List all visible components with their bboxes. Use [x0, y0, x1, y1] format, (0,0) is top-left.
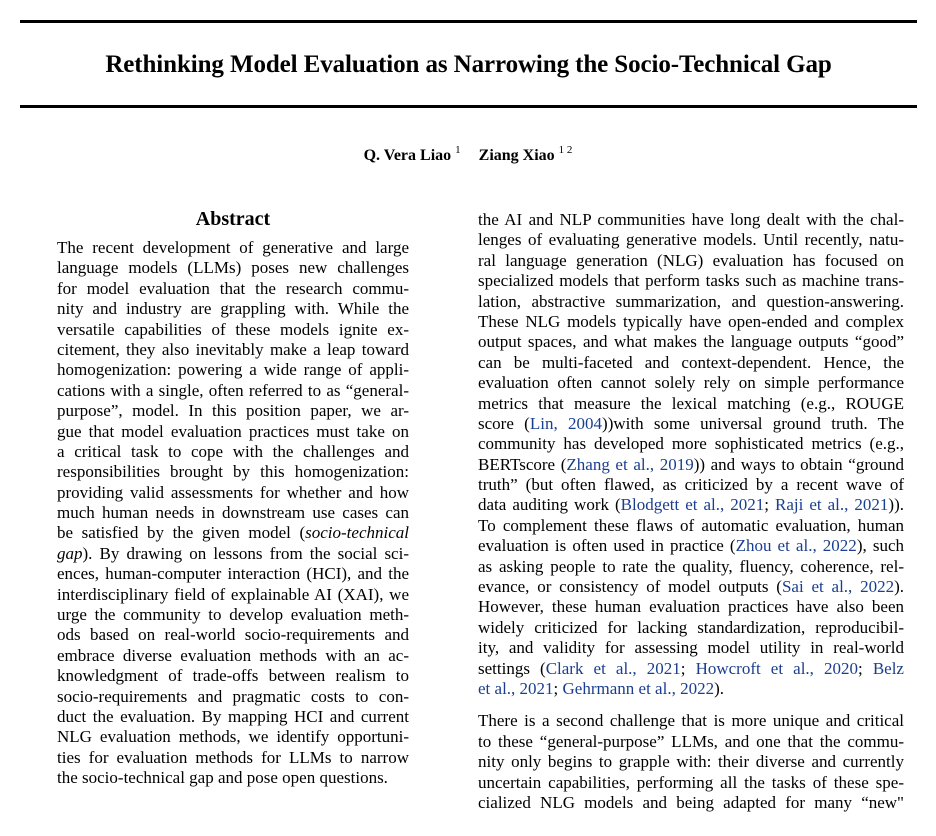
abstract-line: interdisciplinary field of explainable AI (XAI), we — [57, 584, 409, 604]
body-text: ))with some universal ground truth. The — [602, 413, 905, 433]
citation-link[interactable]: Zhang et al., 2019 — [566, 454, 694, 474]
bottom-rule — [20, 105, 917, 108]
body-line — [478, 679, 904, 699]
citation-link[interactable]: Belz — [872, 658, 904, 678]
abstract-line: nity and industry are grappling with. While the — [57, 299, 409, 319]
abstract-line: ties for evaluation methods for LLMs to narrow — [57, 747, 409, 767]
body-line — [478, 455, 904, 475]
abstract-body — [57, 238, 409, 789]
abstract-line: language models (LLMs) poses new challenges — [57, 258, 409, 278]
body-line — [478, 577, 904, 597]
body-line: as asking people to rate the quality, fluency, coherence, rel- — [478, 556, 904, 576]
citation-link[interactable]: Gehrmann et al., 2022 — [562, 678, 715, 698]
top-rule — [20, 20, 917, 23]
abstract-line: embrace diverse evaluation methods with an ac- — [57, 645, 409, 665]
body-text: )). — [888, 495, 904, 515]
abstract-line — [57, 523, 409, 543]
abstract-heading: Abstract — [195, 208, 271, 230]
abstract-line: ences, human-computer interaction (HCI), and the — [57, 564, 409, 584]
body-line: lenges of evaluating generative models. Until recently, natu- — [478, 230, 904, 250]
body-line: evaluation often cannot solely rely on simple performance — [478, 373, 904, 393]
author-name: Ziang Xiao — [478, 147, 555, 164]
body-text: ; — [764, 495, 776, 515]
paper-title: Rethinking Model Evaluation as Narrowing the Socio-Technical Gap — [105, 51, 832, 78]
intro-body — [478, 210, 904, 813]
body-line: nity only begins to grapple with: their diverse and currently — [478, 752, 904, 772]
body-text: BERTscore ( — [478, 454, 567, 474]
citation-link[interactable]: Sai et al., 2022 — [781, 577, 895, 597]
abstract-text: ). By drawing on lessons from the social sci- — [82, 543, 409, 563]
abstract-line — [57, 544, 409, 564]
citation-link[interactable]: Zhou et al., 2022 — [735, 536, 857, 556]
abstract-line: citement, they also inevitably make a leap toward — [57, 339, 409, 359]
abstract-line: responsibilities brought by this homogenization: — [57, 462, 409, 482]
abstract-line: homogenization: powering a wide range of appli- — [57, 360, 409, 380]
author-affiliation: 1 — [455, 143, 461, 156]
abstract-line: versatile capabilities of these models ignite ex- — [57, 319, 409, 339]
citation-link[interactable]: Clark et al., 2021 — [545, 658, 681, 678]
author-list — [0, 143, 936, 166]
citation-link[interactable]: et al., 2021 — [478, 678, 554, 698]
body-line: specialized models that perform tasks such as machine trans- — [478, 271, 904, 291]
body-text: ). — [894, 577, 904, 597]
author-name: Q. Vera Liao — [363, 147, 452, 164]
body-line: ral language generation (NLG) evaluation has focused on — [478, 250, 904, 270]
abstract-emphasis: gap — [57, 543, 83, 563]
body-line: To complement these flaws of automatic evaluation, human — [478, 515, 904, 535]
body-text: evance, or consistency of model outputs ( — [478, 577, 782, 597]
body-text: evaluation is often used in practice ( — [478, 536, 736, 556]
body-line: However, these human evaluation practices have also been — [478, 597, 904, 617]
body-line — [478, 495, 904, 515]
body-text: )) and ways to obtain “ground — [693, 454, 904, 474]
body-text: settings ( — [478, 658, 546, 678]
body-line: ity, and validity for assessing model utility in real-world — [478, 638, 904, 658]
abstract-line: urge the community to develop evaluation meth- — [57, 605, 409, 625]
body-line — [478, 414, 904, 434]
abstract-line: purpose”, model. In this position paper, we ar- — [57, 401, 409, 421]
abstract-line: the socio-technical gap and pose open questions. — [57, 768, 388, 788]
abstract-line: duct the evaluation. By mapping HCI and current — [57, 706, 409, 726]
body-line — [478, 536, 904, 556]
body-line: community has developed more sophisticated metrics (e.g., — [478, 434, 904, 454]
citation-link[interactable]: Howcroft et al., 2020 — [695, 658, 859, 678]
abstract-line: NLG evaluation methods, we identify opportuni- — [57, 727, 409, 747]
citation-link[interactable]: Blodgett et al., 2021 — [620, 495, 765, 515]
body-line: lation, abstractive summarization, and question-answering. — [478, 291, 904, 311]
body-line: metrics that measure the lexical matching (e.g., ROUGE — [478, 393, 904, 413]
body-line: the AI and NLP communities have long dealt with the chal- — [478, 210, 904, 229]
body-text: score ( — [478, 413, 530, 433]
abstract-line: ods based on real-world socio-requirements and — [57, 625, 409, 645]
body-line: can be multi-faceted and context-dependent. Hence, the — [478, 352, 904, 372]
body-text: ), such — [856, 536, 904, 556]
body-text: data auditing work ( — [478, 495, 621, 515]
body-text: ; — [858, 658, 873, 678]
abstract-line: cations with a single, often referred to as “general- — [57, 380, 409, 400]
abstract-line: providing valid assessments for whether and how — [57, 482, 409, 502]
body-line: uncertain capabilities, performing all the tasks of these spe- — [478, 772, 904, 792]
body-text: ; — [553, 678, 563, 698]
body-line: output spaces, and what makes the language outputs “good” — [478, 332, 904, 352]
body-line: truth” (but often flawed, as criticized by a recent wave of — [478, 475, 904, 495]
abstract-line: for model evaluation that the research commu- — [57, 278, 409, 298]
abstract-line: socio-requirements and pragmatic costs to con- — [57, 686, 409, 706]
citation-link[interactable]: Raji et al., 2021 — [775, 495, 889, 515]
body-line: widely criticized for lacking standardization, reproducibil- — [478, 617, 904, 637]
body-text: ). — [714, 678, 724, 698]
abstract-line: a critical task to cope with the challenges and — [57, 441, 409, 461]
abstract-text: be satisfied by the given model ( — [57, 523, 306, 543]
abstract-line: knowledgment of trade-offs between realism to — [57, 666, 409, 686]
abstract-emphasis: socio-technical — [305, 523, 409, 543]
body-line: to these “general-purpose” LLMs, and one that the commu- — [478, 731, 904, 751]
abstract-line: The recent development of generative and large — [57, 238, 409, 257]
body-line: These NLG models typically have open-ended and complex — [478, 311, 904, 331]
body-text: ; — [680, 658, 696, 678]
body-line: cialized NLG models and being adapted for many “new" — [478, 792, 904, 812]
body-line: There is a second challenge that is more unique and critical — [478, 711, 904, 731]
abstract-line: much human needs in downstream use cases can — [57, 503, 409, 523]
abstract-line: gue that model evaluation practices must take on — [57, 421, 409, 441]
body-line — [478, 659, 904, 679]
citation-link[interactable]: Lin, 2004 — [529, 413, 603, 433]
author-affiliation: 1 2 — [558, 143, 573, 156]
